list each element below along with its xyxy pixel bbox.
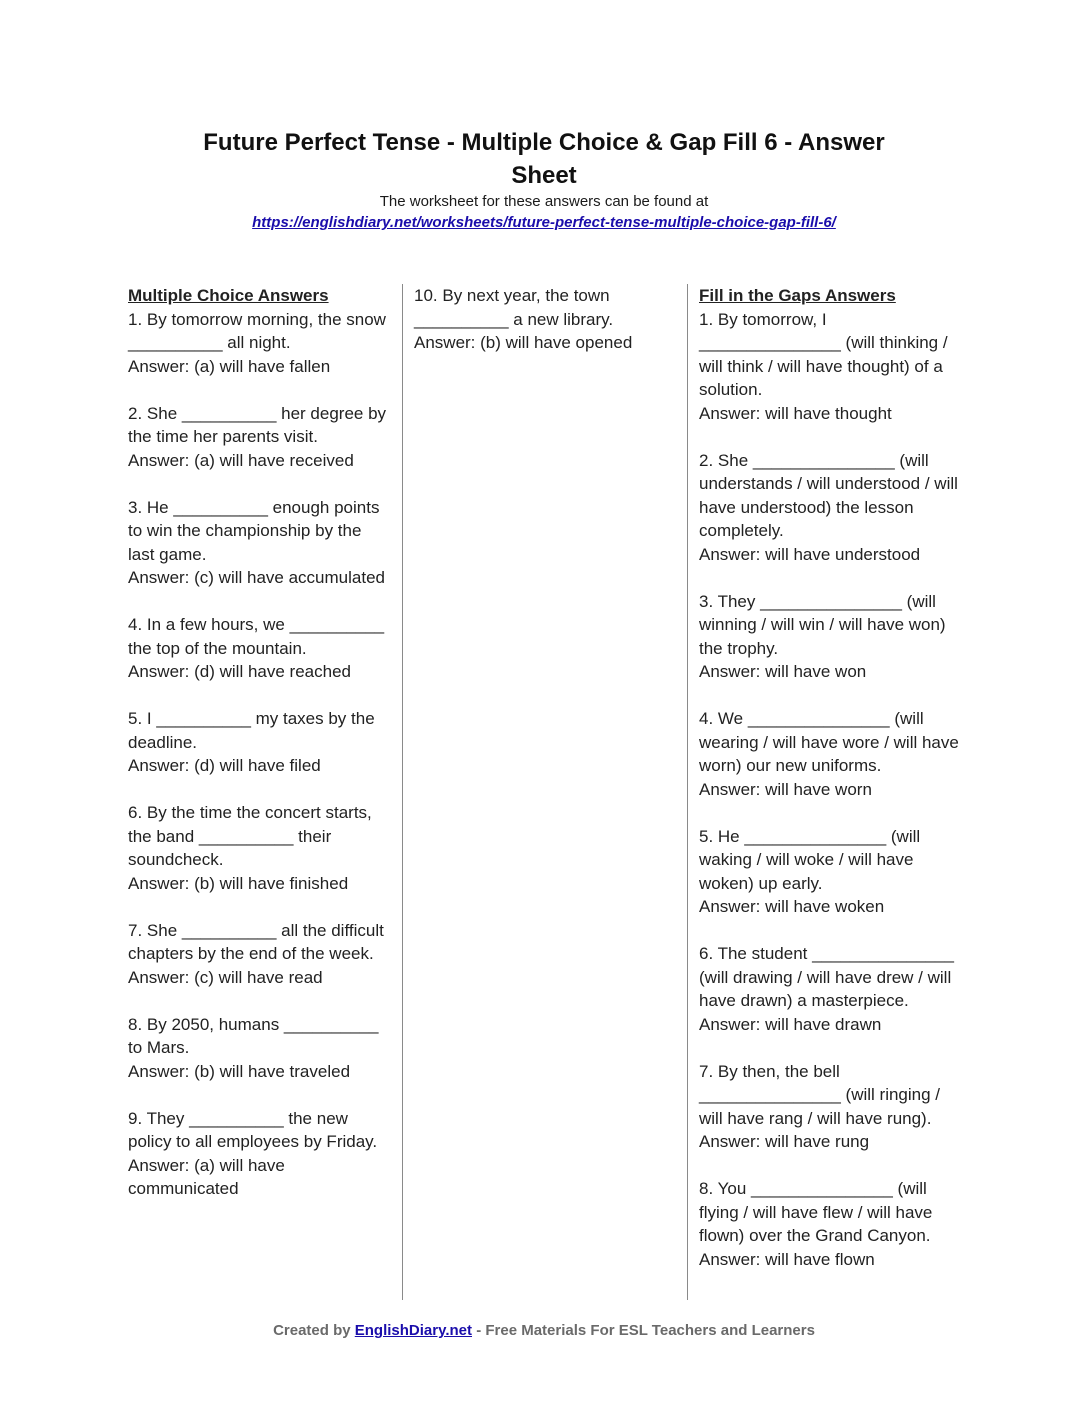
worksheet-link[interactable]: https://englishdiary.net/worksheets/future-perfect-tense-multiple-choice-gap-fill-6/ bbox=[252, 214, 836, 231]
gap-item bbox=[699, 825, 961, 919]
mc-item bbox=[128, 919, 392, 990]
question-text: 4. We _______________ (will wearing / will have wore / will have worn) our new uniforms. bbox=[699, 709, 959, 775]
answer-text: Answer: (d) will have reached bbox=[128, 662, 351, 681]
mc-item bbox=[128, 1107, 392, 1201]
question-text: 7. By then, the bell _______________ (will ringing / will have rang / will have rung). bbox=[699, 1061, 941, 1128]
mc-item bbox=[128, 402, 392, 473]
answer-text: Answer: will have drawn bbox=[699, 1014, 882, 1034]
multiple-choice-column bbox=[128, 284, 392, 1224]
footer-suffix: - Free Materials For ESL Teachers and Learners bbox=[476, 1322, 815, 1339]
answer-text: Answer: will have worn bbox=[699, 779, 872, 799]
gap-fill-heading: Fill in the Gaps Answers bbox=[699, 286, 896, 305]
gap-item bbox=[699, 308, 961, 426]
answer-text: Answer: (c) will have accumulated bbox=[128, 568, 385, 587]
gap-item bbox=[699, 942, 961, 1036]
answer-text: Answer: (b) will have traveled bbox=[128, 1061, 351, 1081]
answer-text: Answer: will have flown bbox=[699, 1249, 875, 1269]
question-text: 10. By next year, the town __________ a new library. bbox=[414, 286, 614, 329]
page-footer bbox=[0, 1322, 1088, 1339]
answer-text: Answer: will have rung bbox=[699, 1132, 870, 1151]
gap-item bbox=[699, 707, 961, 801]
answer-text: Answer: (b) will have opened bbox=[414, 333, 633, 352]
answer-text: Answer: will have understood bbox=[699, 544, 921, 564]
gap-fill-column bbox=[699, 284, 961, 1295]
page-title: Future Perfect Tense - Multiple Choice & Gap Fill 6 - Answer Sheet bbox=[203, 129, 885, 189]
question-text: 4. In a few hours, we __________ the top of the mountain. bbox=[128, 615, 385, 658]
answer-text: Answer: (c) will have read bbox=[128, 967, 323, 987]
mc-item bbox=[128, 496, 392, 590]
question-text: 6. The student _______________ (will drawing / will have drew / will have drawn) a masterpiece. bbox=[699, 944, 954, 1010]
multiple-choice-continued-column bbox=[414, 284, 676, 378]
footer-site-link[interactable]: EnglishDiary.net bbox=[354, 1322, 473, 1339]
question-text: 7. She __________ all the difficult chapters by the end of the week. bbox=[128, 920, 384, 963]
answer-text: Answer: (a) will have fallen bbox=[128, 356, 331, 376]
question-text: 3. They _______________ (will winning / will win / will have won) the trophy. bbox=[699, 591, 946, 658]
mc-item bbox=[128, 801, 392, 895]
mc-item bbox=[128, 308, 392, 379]
question-text: 9. They __________ the new policy to all employees by Friday. bbox=[128, 1108, 378, 1151]
question-text: 2. She _______________ (will understands / will understood / will have understood) the lesson completely. bbox=[699, 450, 958, 540]
multiple-choice-heading: Multiple Choice Answers bbox=[128, 286, 329, 305]
answer-text: Answer: (d) will have filed bbox=[128, 756, 321, 775]
question-text: 2. She __________ her degree by the time her parents visit. bbox=[128, 403, 387, 446]
gap-item bbox=[699, 1177, 961, 1271]
answer-text: Answer: (a) will have communicated bbox=[128, 1155, 285, 1198]
mc-item bbox=[128, 1013, 392, 1084]
answer-text: Answer: will have woken bbox=[699, 897, 885, 916]
question-text: 8. You _______________ (will flying / will have flew / will have flown) over the Grand Canyon. bbox=[699, 1179, 933, 1245]
question-text: 6. By the time the concert starts, the band __________ their soundcheck. bbox=[128, 803, 372, 869]
question-text: 5. I __________ my taxes by the deadline. bbox=[128, 709, 375, 752]
footer-prefix: Created by bbox=[273, 1322, 351, 1339]
mc-item bbox=[128, 707, 392, 778]
gap-item bbox=[699, 1060, 961, 1154]
answer-text: Answer: (b) will have finished bbox=[128, 873, 349, 893]
gap-item bbox=[699, 590, 961, 684]
column-divider bbox=[687, 284, 688, 1300]
mc-item bbox=[128, 613, 392, 684]
answer-text: Answer: (a) will have received bbox=[128, 450, 354, 470]
question-text: 1. By tomorrow morning, the snow __________ all night. bbox=[128, 309, 386, 352]
mc-item bbox=[414, 284, 676, 355]
question-text: 3. He __________ enough points to win the championship by the last game. bbox=[128, 497, 380, 564]
worksheet-note: The worksheet for these answers can be found at bbox=[379, 193, 709, 210]
column-divider bbox=[402, 284, 403, 1300]
gap-item bbox=[699, 449, 961, 567]
question-text: 1. By tomorrow, I _______________ (will thinking / will think / will have thought) of a solution. bbox=[699, 309, 948, 399]
question-text: 8. By 2050, humans __________ to Mars. bbox=[128, 1014, 379, 1057]
answer-text: Answer: will have thought bbox=[699, 403, 892, 423]
question-text: 5. He _______________ (will waking / will woke / will have woken) up early. bbox=[699, 826, 921, 893]
answer-text: Answer: will have won bbox=[699, 662, 867, 681]
